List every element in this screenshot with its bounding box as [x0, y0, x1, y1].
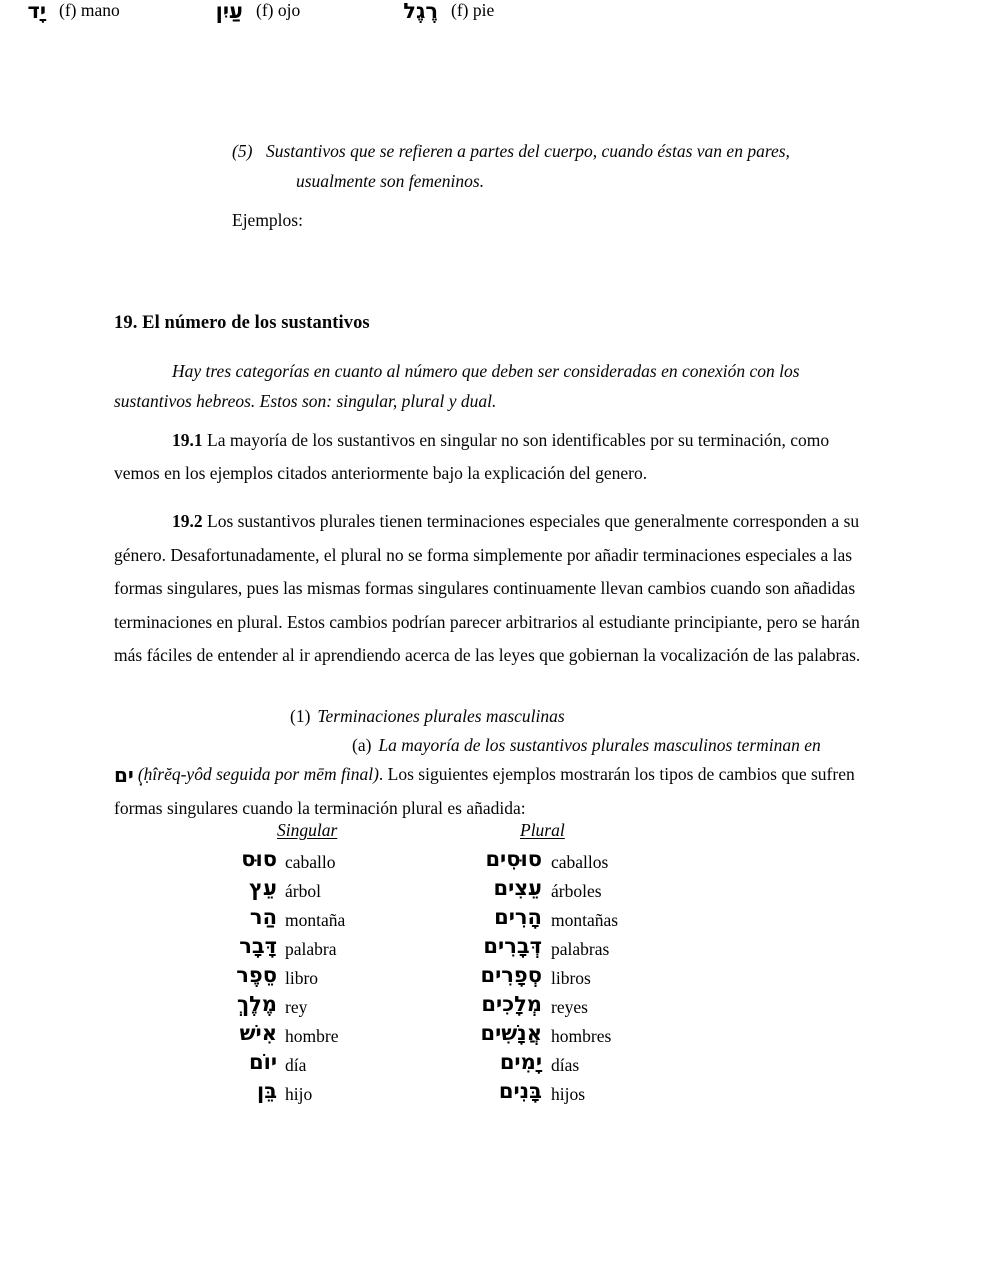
ending-paragraph-text: . Los siguientes ejemplos mostrarán los tipos de cambios que sufren formas singulares cuando la terminación plural es añadida:	[114, 764, 855, 818]
table-row	[176, 1051, 736, 1080]
hebrew-plural: עֵצִים	[493, 876, 542, 900]
gloss-plural: caballos	[551, 852, 609, 872]
intro-paragraph: Hay tres categorías en cuanto al número que deben ser consideradas en conexión con los sustantivos hebreos. Estos son: singular, plural y dual.	[114, 361, 800, 411]
gloss-ojo: (f) ojo	[256, 0, 301, 20]
paragraph-19-2-number: 19.2	[172, 511, 203, 531]
gloss-plural: palabras	[551, 939, 610, 959]
gloss-plural: días	[551, 1055, 580, 1075]
hebrew-plural: סְפָרִים	[480, 963, 542, 987]
gloss-singular: árbol	[285, 881, 321, 901]
gloss-plural: hijos	[551, 1084, 586, 1104]
gloss-singular: hijo	[285, 1084, 313, 1104]
hebrew-plural: סוּסִים	[485, 847, 542, 871]
examples-label: Ejemplos:	[232, 210, 303, 230]
table-row	[176, 1080, 736, 1109]
table-row	[176, 1022, 736, 1051]
gloss-singular: libro	[285, 968, 319, 988]
gloss-singular: caballo	[285, 852, 336, 872]
item-5-body	[266, 136, 880, 196]
hebrew-singular: אִישׁ	[239, 1021, 277, 1045]
section-heading: 19. El número de los sustantivos	[114, 313, 370, 333]
gloss-plural: árboles	[551, 881, 602, 901]
hebrew-word-regel: רֶגֶל	[403, 0, 438, 23]
table-row	[176, 906, 736, 935]
gloss-singular: montaña	[285, 910, 346, 930]
hebrew-plural-ending: ִים	[114, 763, 134, 787]
numbered-item-5	[232, 136, 880, 196]
table-header-row	[176, 820, 736, 848]
hebrew-plural: בָּנִים	[498, 1079, 542, 1103]
hebrew-singular: דָּבָר	[239, 934, 277, 958]
hebrew-singular: בֵּן	[256, 1079, 277, 1103]
gloss-singular: día	[285, 1055, 307, 1075]
item-5-line-2: usualmente son femeninos.	[296, 171, 485, 191]
gloss-singular: rey	[285, 997, 308, 1017]
table-row	[176, 993, 736, 1022]
hebrew-singular: מֶלֶךְ	[236, 992, 277, 1016]
ending-paragraph	[114, 758, 878, 825]
hebrew-plural: אֲנָשִׁים	[480, 1021, 542, 1045]
hebrew-plural: דְּבָרִים	[483, 934, 542, 958]
paragraph-19-1	[114, 424, 878, 490]
gloss-plural: reyes	[551, 997, 588, 1017]
hebrew-singular: סוּס	[241, 847, 277, 871]
singular-plural-table	[176, 820, 736, 1109]
column-header-singular: Singular	[277, 820, 338, 840]
hebrew-singular: עֵץ	[249, 876, 277, 900]
table-row	[176, 935, 736, 964]
sub-item-1	[290, 701, 565, 731]
gloss-singular: palabra	[285, 939, 337, 959]
hebrew-plural: הָרִים	[494, 905, 542, 929]
table-row	[176, 877, 736, 906]
paragraph-19-1-number: 19.1	[172, 430, 203, 450]
gloss-mano: (f) mano	[59, 0, 120, 20]
sub-item-1-marker: (1)	[290, 706, 311, 726]
gloss-plural: libros	[551, 968, 591, 988]
gloss-pie: (f) pie	[451, 0, 495, 20]
paragraph-19-1-text: La mayoría de los sustantivos en singular no son identificables por su terminación, como vemos en los ejemplos citados anteriormente bajo la explicación del genero.	[114, 430, 830, 483]
gloss-plural: montañas	[551, 910, 619, 930]
transliteration-note: (ḥîrĕq-yôd seguida por mēm final)	[137, 764, 379, 784]
gloss-singular: hombre	[285, 1026, 339, 1046]
hebrew-singular: הַר	[249, 905, 277, 929]
column-header-plural: Plural	[520, 820, 565, 840]
hebrew-word-ayin: עַיִן	[215, 0, 243, 23]
gloss-plural: hombres	[551, 1026, 612, 1046]
table-row	[176, 848, 736, 877]
example-mano	[0, 0, 120, 30]
hebrew-plural: מְלָכִים	[481, 992, 542, 1016]
body-part-examples-row	[0, 0, 650, 34]
sub-item-a	[352, 730, 821, 760]
hebrew-singular: יוֹם	[248, 1050, 277, 1074]
item-5-line-1: Sustantivos que se refieren a partes del cuerpo, cuando éstas van en pares,	[266, 141, 790, 161]
sub-item-a-text: La mayoría de los sustantivos plurales masculinos terminan en	[378, 735, 821, 755]
hebrew-plural: יָמִים	[499, 1050, 542, 1074]
sub-item-a-marker: (a)	[352, 735, 372, 755]
paragraph-19-2-text: Los sustantivos plurales tienen terminaciones especiales que generalmente corresponden a su género. Desafortunadamente, el plural no se forma simplemente por añadir terminaciones especiales a las formas singulares, pues las mismas formas singulares continuamente llevan cambios cuando son añadidas terminaciones en plural. Estos cambios podrían parecer arbitrarios al estudiante principiante, pero se harán más fáciles de entender al ir aprendiendo acerca de las leyes que gobiernan la vocalización de las palabras.	[114, 511, 861, 665]
hebrew-word-yad: יָד	[27, 0, 46, 23]
hebrew-singular: סֵפֶר	[236, 963, 277, 987]
example-pie	[378, 0, 494, 30]
sub-item-1-text: Terminaciones plurales masculinas	[317, 706, 565, 726]
paragraph-19-2	[114, 505, 878, 673]
item-5-marker: (5)	[232, 141, 253, 161]
example-ojo	[195, 0, 300, 30]
table-row	[176, 964, 736, 993]
